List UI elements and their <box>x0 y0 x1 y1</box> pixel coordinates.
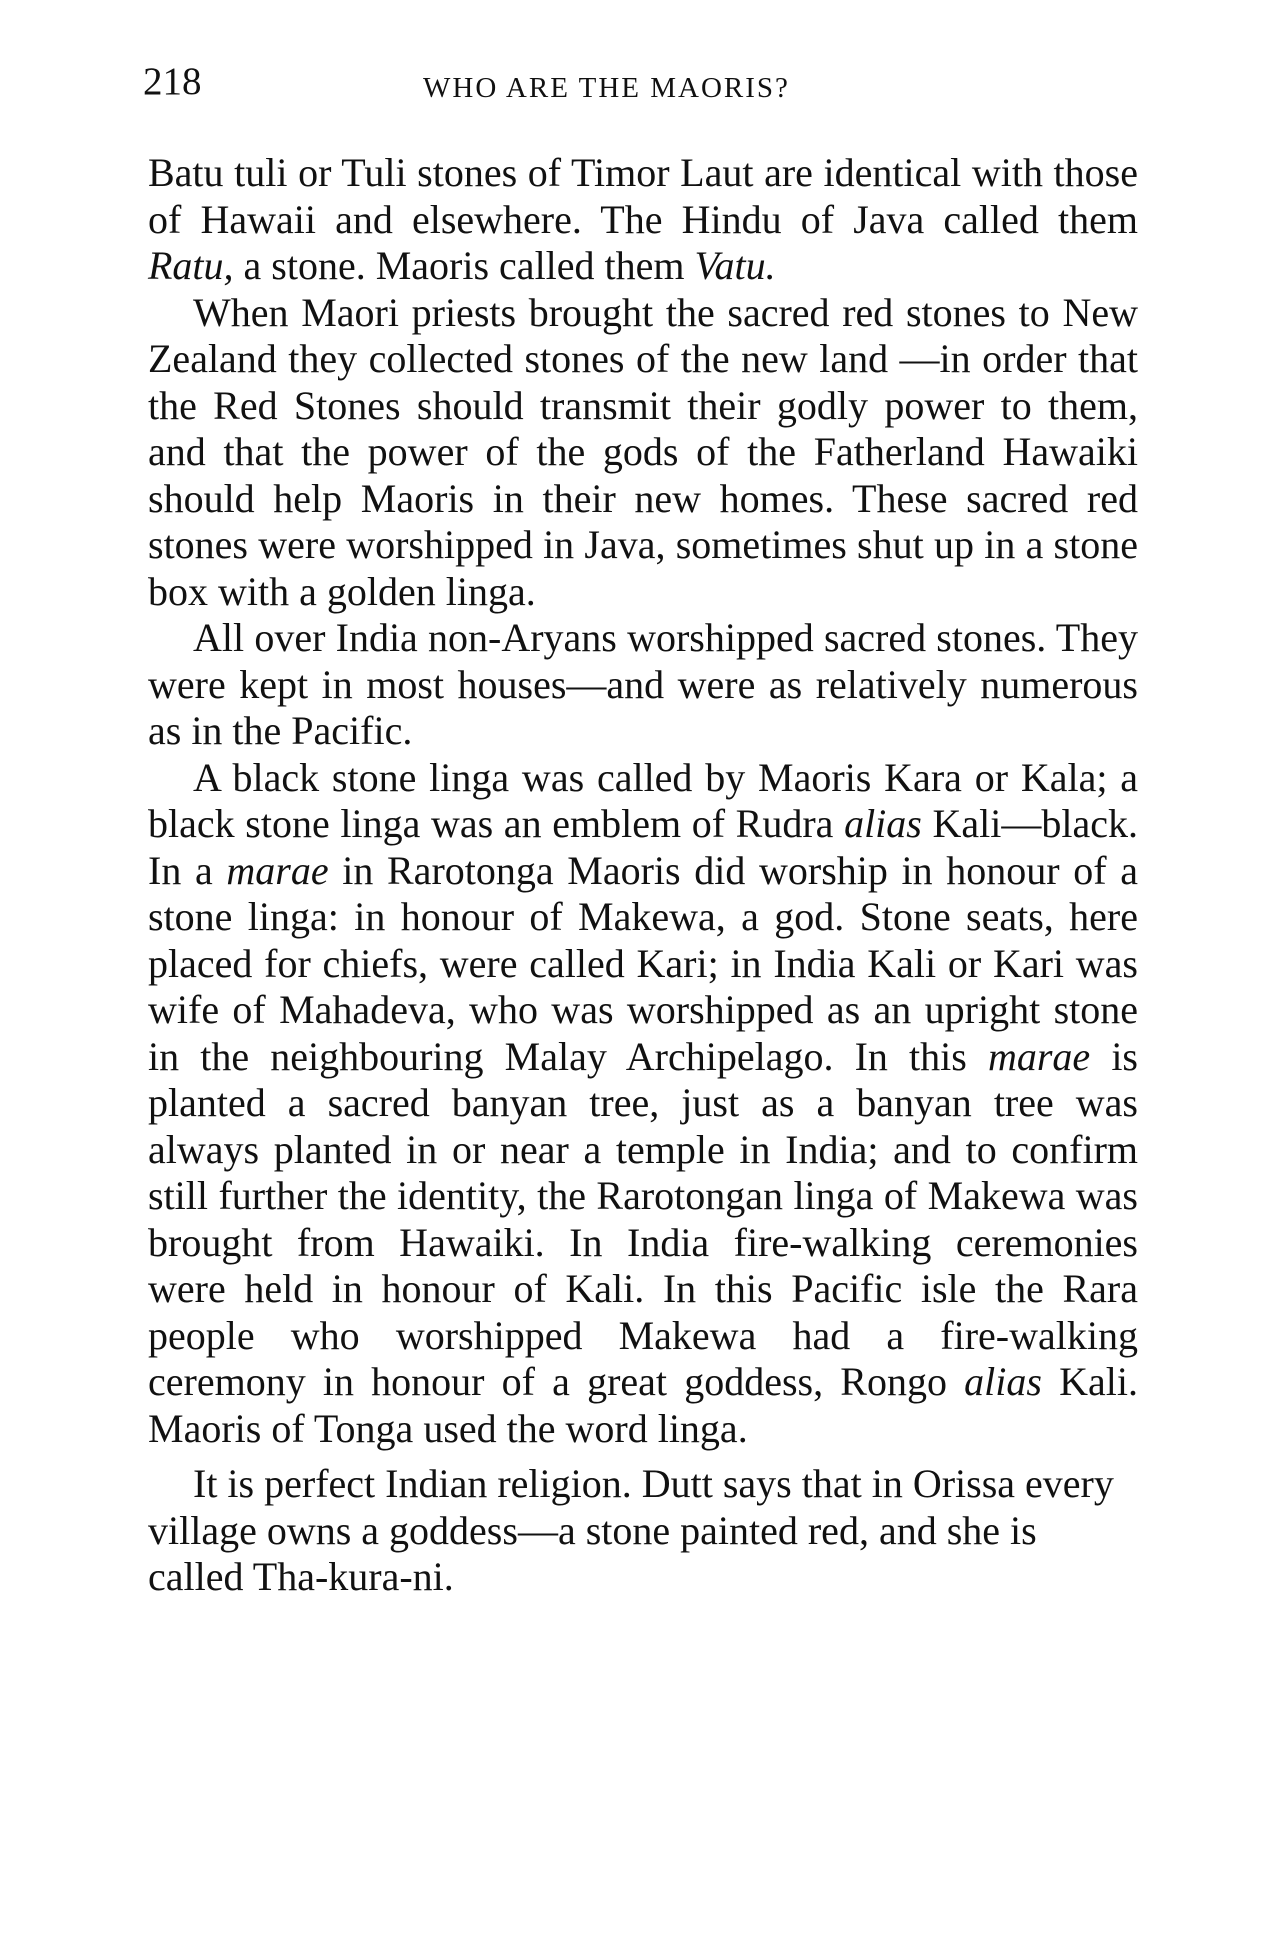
page-header <box>143 52 1143 112</box>
running-title: WHO ARE THE MAORIS? <box>423 72 790 104</box>
page-number: 218 <box>143 60 202 103</box>
paragraph-5: It is perfect Indian religion. Dutt says that in Orissa every village owns a goddess—a stone painted red, and she is called Tha-kura-ni. <box>148 1461 1114 1599</box>
paragraph-gap <box>148 1452 1138 1461</box>
paragraph-4: A black stone linga was called by Maoris Kara or Kala; a black stone linga was an emblem of Rudra alias Kali—black. In a marae in Rarotonga Maoris did worship in honour of a stone linga: in honour of Makewa, a god. Stone seats, here placed for chiefs, were called Kari; in India Kali or Kari was wife of Mahadeva, who was worshipped as an upright stone in the neighbouring Malay Archipelago. In this marae is planted a sacred banyan tree, just as a banyan tree was always planted in or near a temple in India; and to confirm still further the identity, the Rarotongan linga of Makewa was brought from Hawaiki. In India fire-walking ceremonies were held in honour of Kali. In this Pacific isle the Rara people who worshipped Makewa had a fire-walking ceremony in honour of a great goddess, Rongo alias Kali. Maoris of Tonga used the word linga. <box>148 754 1138 1451</box>
paragraph-1: Batu tuli or Tuli stones of Timor Laut are identical with those of Hawaii and elsewhere. The Hindu of Java called them Ratu, a stone. Maoris called them Vatu. <box>148 150 1138 288</box>
paragraph-2: When Maori priests brought the sacred red stones to New Zealand they collected stones of the new land —in order that the Red Stones should transmit their godly power to them, and that the power of the gods of the Fatherland Hawaiki should help Maoris in their new homes. These sacred red stones were worshipped in Java, sometimes shut up in a stone box with a golden linga. <box>148 289 1138 614</box>
paragraph-3: All over India non-Aryans worshipped sacred stones. They were kept in most houses—and were as relatively numerous as in the Pacific. <box>148 615 1138 753</box>
body-text <box>148 150 1138 1601</box>
